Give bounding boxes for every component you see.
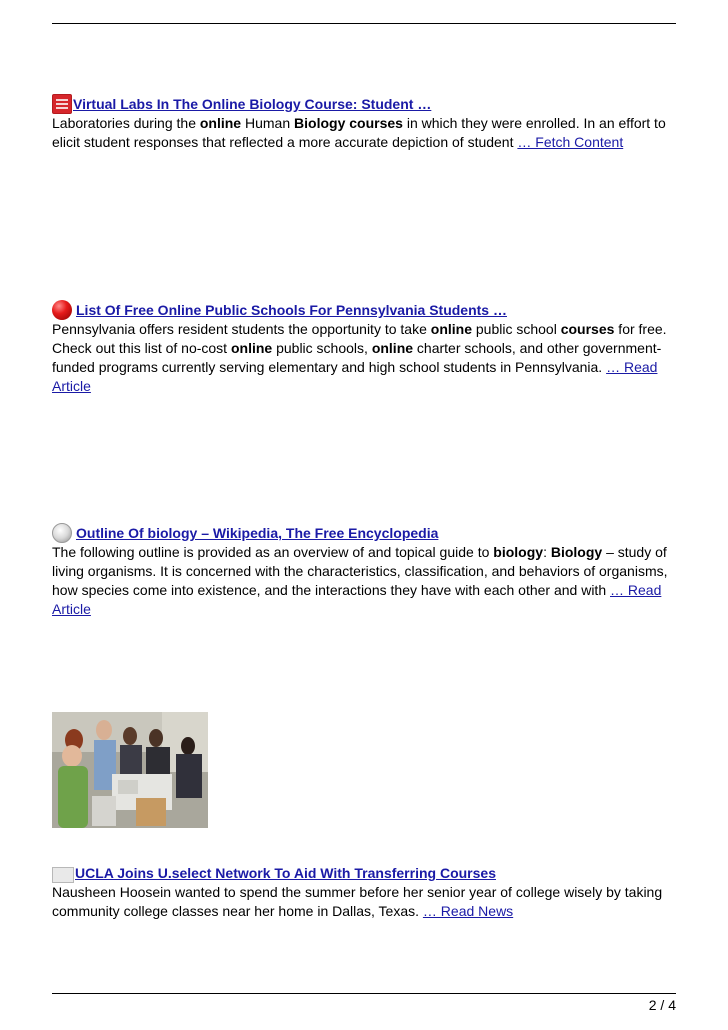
- article-title-line: [52, 300, 676, 320]
- article-snippet: [52, 114, 676, 152]
- article-title-link[interactable]: UCLA Joins U.select Network To Aid With Transferring Courses: [75, 865, 496, 881]
- read-article-link[interactable]: … Read Article: [52, 359, 658, 394]
- snippet-segment: Human: [241, 115, 295, 131]
- top-rule: [52, 23, 676, 24]
- snippet-keyword: Biology courses: [294, 115, 403, 131]
- article-2: [52, 300, 676, 396]
- snippet-segment: :: [543, 544, 551, 560]
- fetch-content-link[interactable]: … Fetch Content: [517, 134, 624, 150]
- snippet-segment: charter schools, and other government-funded programs currently serving elementary and high school students in Pennsylvania.: [52, 340, 662, 375]
- snippet-segment: Laboratories during the: [52, 115, 200, 131]
- snippet-keyword: online: [230, 340, 273, 356]
- article-3: [52, 523, 676, 619]
- snippet-keyword: online: [371, 340, 414, 356]
- snippet-segment: public school: [472, 321, 561, 337]
- read-article-link[interactable]: … Read Article: [52, 582, 662, 617]
- snippet-segment: for free. Check out this list of no-cost: [52, 321, 667, 356]
- snippet-segment: – study of living organisms. It is concerned with the characteristics, classification, and behaviors of organisms, how species come into existence, and the interactions they have with each other and with: [52, 544, 668, 598]
- snippet-keyword: biology: [493, 544, 544, 560]
- page-number: 2 / 4: [648, 997, 676, 1013]
- snippet-keyword: Biology: [550, 544, 603, 560]
- pdf-icon: [52, 94, 72, 114]
- wikipedia-globe-icon: [52, 523, 72, 543]
- red-ball-icon: [52, 300, 72, 320]
- article-snippet: [52, 543, 676, 619]
- news-icon: [52, 867, 74, 883]
- article-snippet: [52, 320, 676, 396]
- article-title-line: [52, 94, 676, 114]
- bottom-rule: [52, 993, 676, 994]
- article-title-link[interactable]: Virtual Labs In The Online Biology Course: Student …: [73, 96, 432, 112]
- read-news-link[interactable]: … Read News: [422, 903, 514, 919]
- snippet-keyword: online: [430, 321, 472, 337]
- snippet-segment: in which they were enrolled. In an effort to elicit student responses that reflected a more accurate depiction of student: [52, 115, 666, 150]
- article-title-line: [52, 863, 676, 883]
- snippet-segment: Pennsylvania offers resident students the opportunity to take: [52, 321, 431, 337]
- article-title-link[interactable]: List Of Free Online Public Schools For Pennsylvania Students …: [76, 302, 507, 318]
- article-title-line: [52, 523, 676, 543]
- lab-photo-image: [52, 712, 208, 828]
- article-snippet: [52, 883, 676, 921]
- article-title-link[interactable]: Outline Of biology – Wikipedia, The Free Encyclopedia: [76, 525, 439, 541]
- article-1: [52, 94, 676, 152]
- snippet-segment: public schools,: [272, 340, 372, 356]
- article-4: [52, 863, 676, 921]
- lab-photo: [52, 712, 208, 828]
- snippet-keyword: online: [199, 115, 242, 131]
- snippet-keyword: courses: [560, 321, 615, 337]
- snippet-segment: The following outline is provided as an overview of and topical guide to: [52, 544, 494, 560]
- snippet-segment: Nausheen Hoosein wanted to spend the summer before her senior year of college wisely by taking community college classes near her home in Dallas, Texas.: [52, 884, 663, 919]
